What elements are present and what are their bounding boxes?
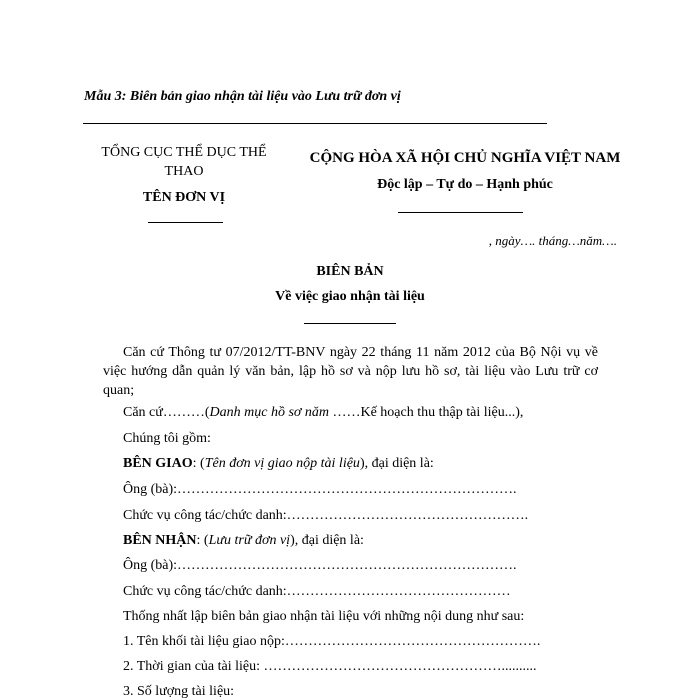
unit-name: TÊN ĐƠN VỊ <box>142 190 226 205</box>
date-line: , ngày…. tháng…năm…. <box>488 233 617 248</box>
national-motto: Độc lập – Tự do – Hạnh phúc <box>377 177 553 192</box>
basis-line-2: Căn cứ………(Danh mục hồ sơ năm ……Kế hoạch thu thập tài liệu...), <box>123 405 524 420</box>
agency-name-line2: THAO <box>164 164 204 179</box>
document-title: BIÊN BẢN <box>316 264 384 279</box>
motto-underline <box>398 212 523 213</box>
members-intro: Chúng tôi gồm: <box>123 431 211 446</box>
item-2: 2. Thời gian của tài liệu: …………………………………………….......... <box>123 659 537 674</box>
agreement-line: Thống nhất lập biên bản giao nhận tài liệu với những nội dung như sau: <box>123 609 525 624</box>
giver-position-line: Chức vụ công tác/chức danh:……………………………………………. <box>123 508 529 523</box>
item-3: 3. Số lượng tài liệu: <box>123 684 235 699</box>
item-1: 1. Tên khối tài liệu giao nộp:………………………………………………. <box>123 634 541 649</box>
form-title: Mẫu 3: Biên bản giao nhận tài liệu vào Lưu trữ đơn vị <box>84 89 401 104</box>
subtitle-underline <box>304 323 396 324</box>
giver-person-line: Ông (bà):………………………………………………………………. <box>123 482 517 497</box>
legal-basis-paragraph: Căn cứ Thông tư 07/2012/TT-BNV ngày 22 tháng 11 năm 2012 của Bộ Nội vụ về việc hướng dẫn quản lý văn bản, lập hồ sơ và nộp lưu hồ sơ, tài liệu vào Lưu trữ cơ quan; <box>103 345 598 398</box>
giver-heading: BÊN GIAO: (Tên đơn vị giao nộp tài liệu), đại diện là: <box>123 456 434 471</box>
country-name: CỘNG HÒA XÃ HỘI CHỦ NGHĨA VIỆT NAM <box>309 150 621 166</box>
title-divider <box>83 123 547 124</box>
agency-name-line1: TỔNG CỤC THỂ DỤC THỂ <box>101 145 267 160</box>
unit-underline <box>148 222 223 223</box>
receiver-heading: BÊN NHẬN: (Lưu trữ đơn vị), đại diện là: <box>123 533 364 548</box>
receiver-position-line: Chức vụ công tác/chức danh:………………………………………… <box>123 584 511 599</box>
receiver-person-line: Ông (bà):………………………………………………………………. <box>123 558 517 573</box>
document-subtitle: Về việc giao nhận tài liệu <box>275 289 425 304</box>
